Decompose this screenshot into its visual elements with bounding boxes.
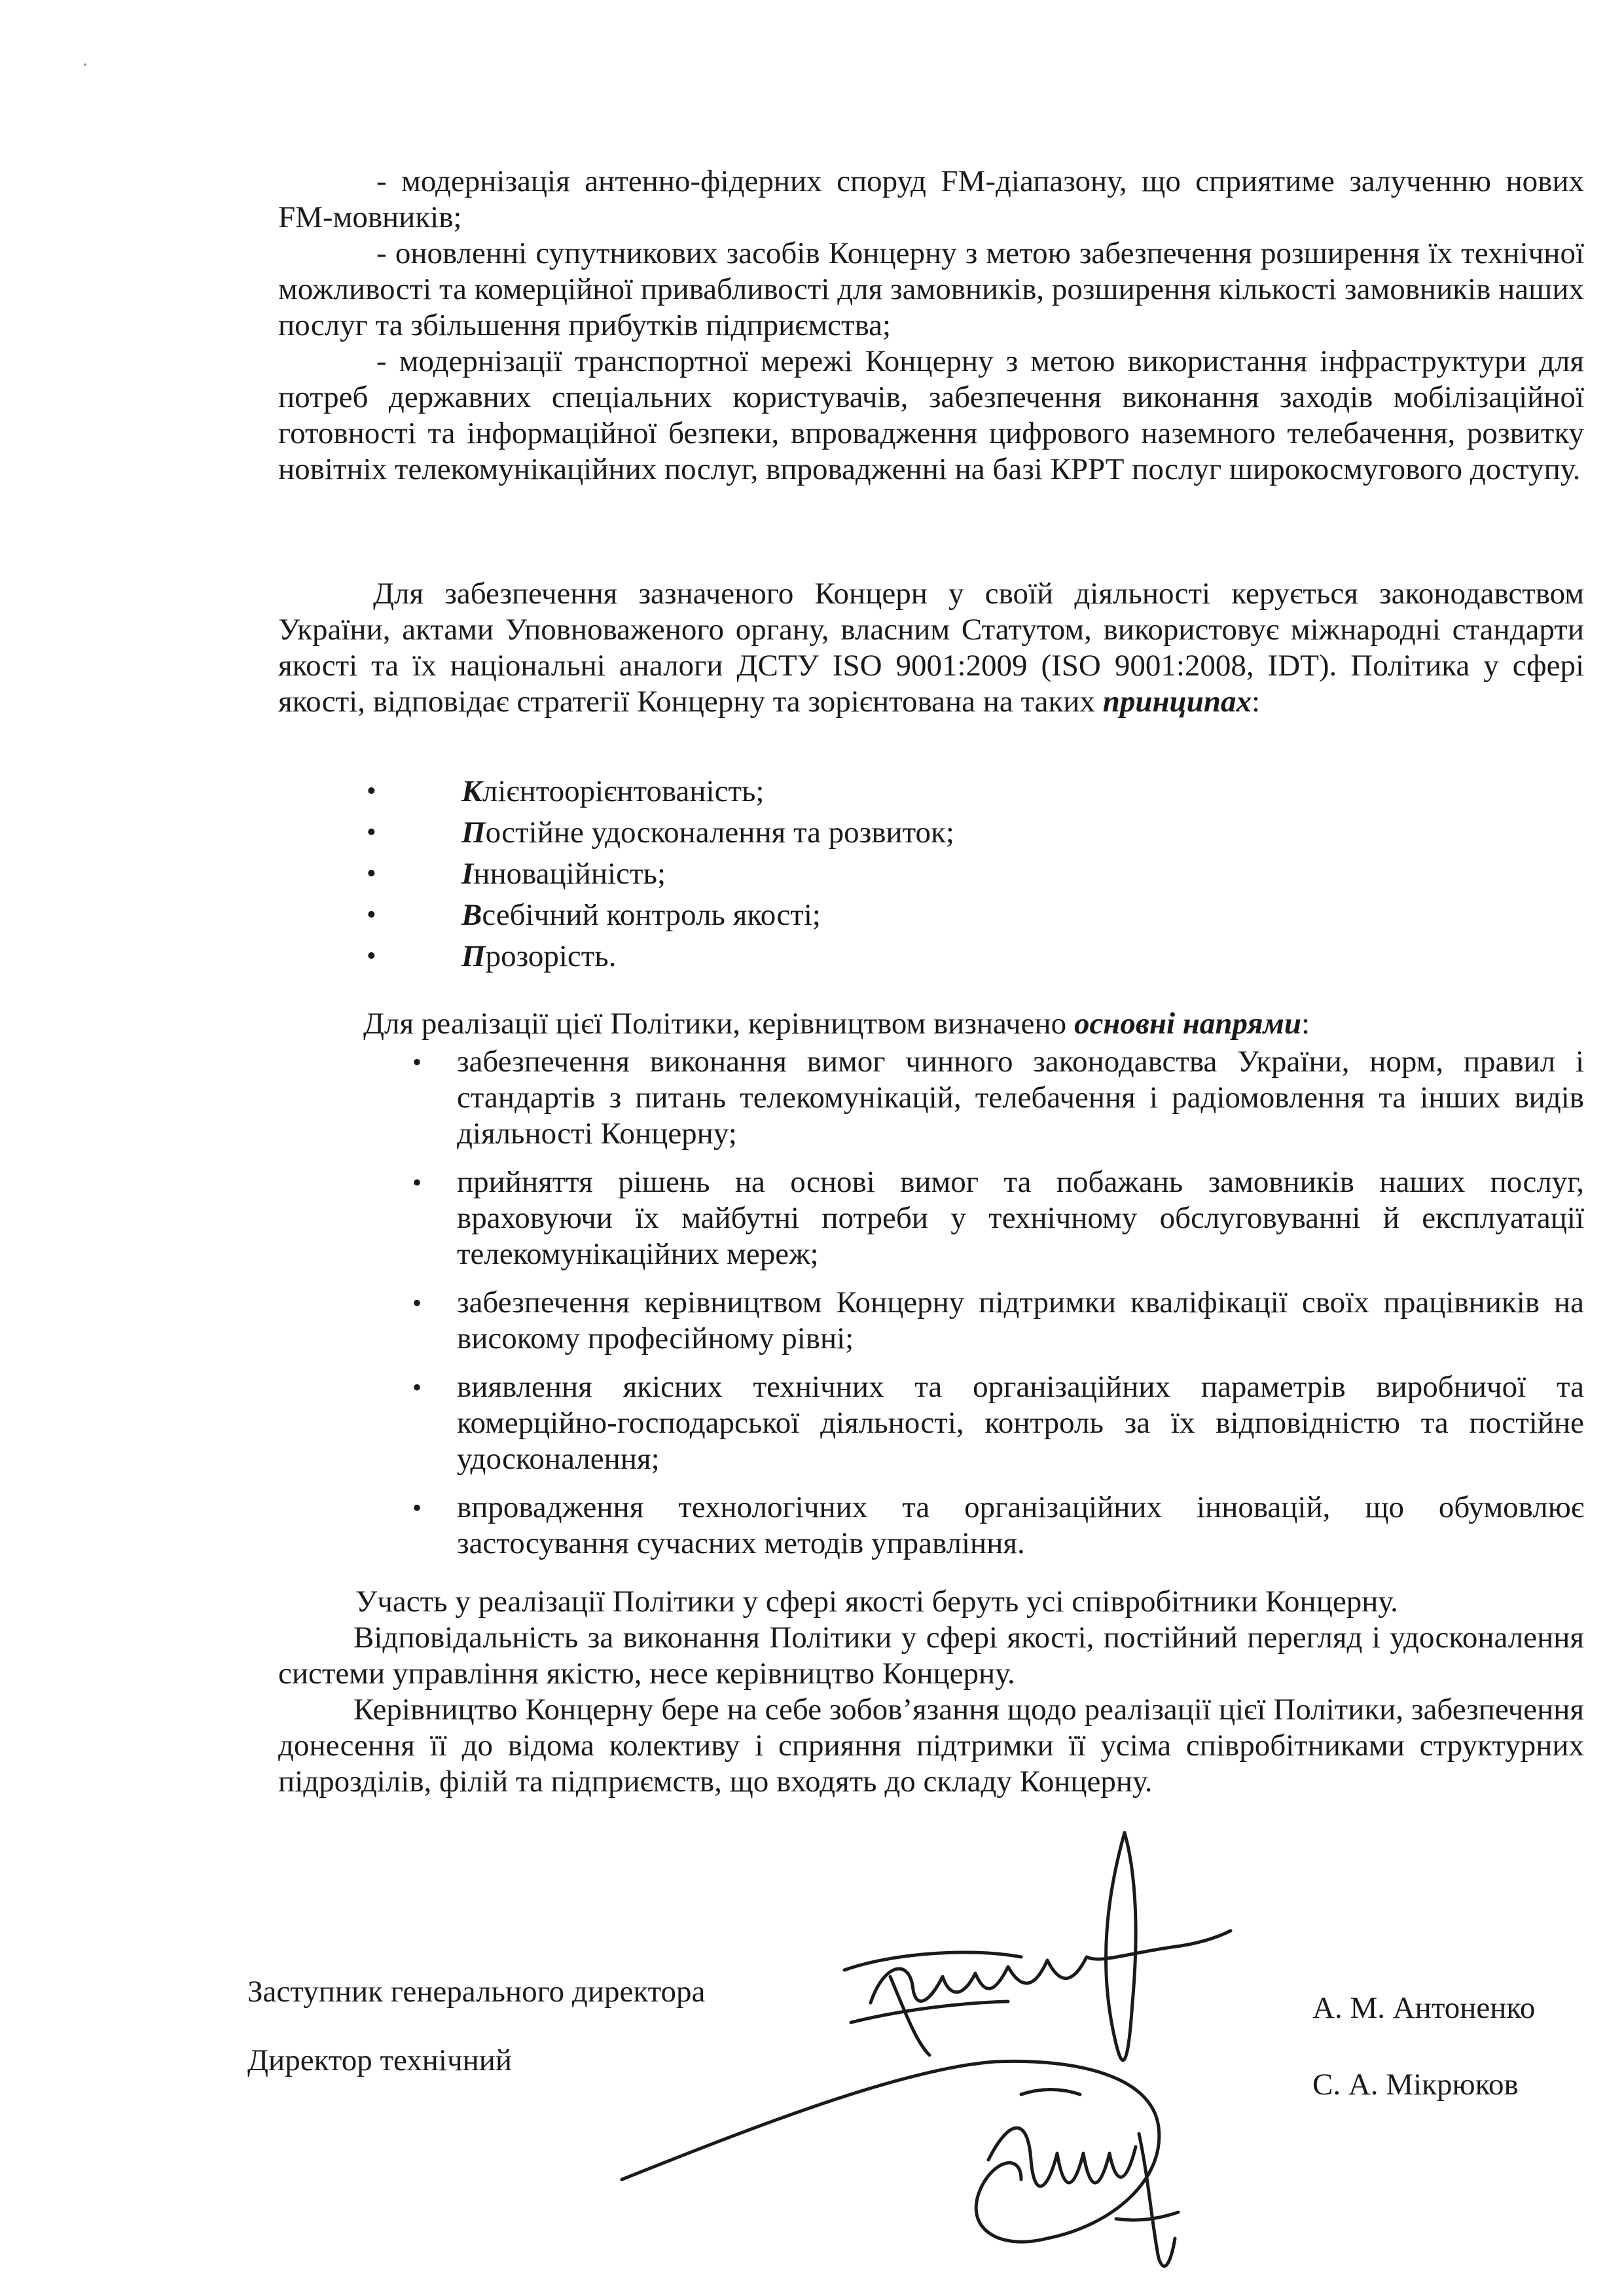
intro-item: - оновленні супутникових засобів Концерну з метою забезпечення розширення їх технічної можливості та комерційної привабливості для замовників, розширення кількості замовників наших послуг та збільшення прибутків підприємства; — [278, 236, 1584, 342]
principle-item — [367, 936, 954, 977]
policy-emphasis: принципах — [1102, 685, 1252, 719]
principle-rest: нноваційність; — [473, 857, 666, 891]
directions-intro-text: Для реалізації цієї Політики, керівництвом визначено — [363, 1007, 1074, 1041]
principle-item — [367, 771, 954, 812]
principle-item — [367, 895, 954, 936]
signatory-title: Заступник генерального директора — [247, 1975, 706, 2009]
principle-initial: К — [461, 774, 482, 808]
intro-item: - модернізація антенно-фідерних споруд FM-діапазону, що сприятиме залученню нових FM-мовників; — [278, 164, 1584, 234]
principle-initial: П — [461, 816, 486, 850]
closing-paragraph: Участь у реалізації Політики у сфері якості беруть усі співробітники Концерну. — [355, 1585, 1398, 1619]
principles-list — [367, 771, 954, 977]
signatory-name: С. А. Мікрюков — [1312, 2068, 1519, 2102]
signatory-name: А. М. Антоненко — [1312, 1991, 1536, 2025]
principle-item — [367, 812, 954, 853]
closing-paragraph: Відповідальність за виконання Політики у сфері якості, постійний перегляд і удосконалення системи управління якістю, несе керівництво Концерну. — [278, 1621, 1584, 1691]
direction-item: • забезпечення керівництвом Концерну підтримки кваліфікації своїх працівників на високому професійному рівні; — [412, 1285, 1584, 1357]
policy-end: : — [1251, 685, 1261, 719]
principle-rest: себічний контроль якості; — [482, 898, 821, 932]
direction-item: • прийняття рішень на основі вимог та побажань замовників наших послуг, враховуючи їх майбутні потреби у технічному обслуговуванні й експлуатації телекомунікаційних мереж; — [412, 1164, 1584, 1272]
principle-rest: остійне удосконалення та розвиток; — [485, 816, 954, 850]
policy-paragraph — [278, 576, 1584, 720]
intro-item: - модернізації транспортної мережі Концерну з метою використання інфраструктури для потреб державних спеціальних користувачів, забезпечення виконання заходів мобілізаційної готовності та інформаційної безпеки, впровадження цифрового наземного телебачення, розвитку новітніх телекомунікаційних послуг, впровадженні на базі КРРТ послуг широкосмугового доступу. — [278, 344, 1584, 486]
directions-intro — [363, 1006, 1310, 1042]
principle-initial: В — [461, 898, 482, 932]
principle-initial: І — [461, 857, 474, 891]
signatory-title: Директор технічний — [247, 2043, 513, 2077]
closing-paragraphs — [278, 1584, 1584, 1800]
directions-list — [412, 1044, 1584, 1574]
policy-text: Для забезпечення зазначеного Концерн у своїй діяльності керується законодавством України, актами Уповноваженого органу, власним Статутом, використовує міжнародні стандарти якості та їх національні аналоги ДСТУ ISO 9001:2009 (ISO 9001:2008, IDT). Політика у сфері якості, відповідає стратегії Концерну та зорієнтована на таких — [278, 577, 1584, 719]
directions-intro-end: : — [1301, 1007, 1310, 1041]
directions-emphasis: основні напрями — [1074, 1007, 1301, 1041]
direction-item: • впровадження технологічних та організаційних інновацій, що обумовлює застосування сучасних методів управління. — [412, 1490, 1584, 1562]
principle-rest: лієнтоорієнтованість; — [482, 774, 765, 808]
principle-item — [367, 853, 954, 895]
intro-list — [278, 164, 1584, 488]
closing-paragraph: Керівництво Концерну бере на себе зобов’язання щодо реалізації цієї Політики, забезпечення донесення її до відома колективу і сприяння підтримки її усіма співробітниками структурних підрозділів, філій та підприємств, що входять до складу Концерну. — [278, 1693, 1584, 1799]
direction-item: • забезпечення виконання вимог чинного законодавства України, норм, правил і стандартів з питань телекомунікацій, телебачення і радіомовлення та інших видів діяльності Концерну; — [412, 1044, 1584, 1152]
principle-rest: розорість. — [485, 939, 617, 973]
principle-initial: П — [461, 939, 486, 973]
direction-item: • виявлення якісних технічних та організаційних параметрів виробничої та комерційно-господарської діяльності, контроль за їх відповідністю та постійне удосконалення; — [412, 1369, 1584, 1477]
scan-speck — [84, 63, 86, 66]
